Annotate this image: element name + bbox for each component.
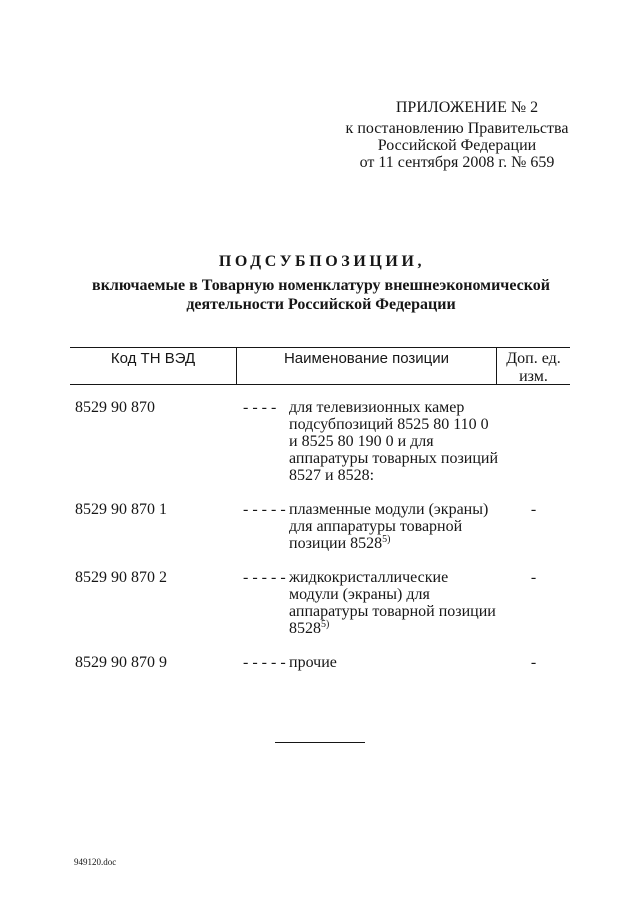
document-subtitle	[0, 276, 640, 314]
tnved-code-cell: 8529 90 870 2	[75, 569, 167, 586]
tnved-code-cell: 8529 90 870	[75, 399, 155, 416]
footnote-marker: 5)	[321, 619, 330, 630]
position-name-cell	[237, 654, 497, 671]
position-name-line: жидкокристаллические	[289, 569, 449, 586]
document-subtitle-line: включаемые в Товарную номенклатуру внешнеэкономической	[92, 277, 550, 294]
position-name-cell	[237, 569, 497, 637]
resolution-reference-line: от 11 сентября 2008 г. № 659	[359, 154, 555, 171]
position-name	[289, 501, 497, 552]
position-name-line: для телевизионных камер	[289, 399, 465, 416]
document-title: ПОДСУБПОЗИЦИИ,	[218, 253, 426, 270]
column-header-code: Код ТН ВЭД	[70, 348, 237, 384]
resolution-reference-line: к постановлению Правительства	[345, 120, 569, 137]
column-header-unit: Доп. ед. изм.	[506, 350, 561, 385]
position-name-text: 8528	[289, 620, 321, 637]
table-row	[70, 501, 570, 552]
tnved-code-cell: 8529 90 870 9	[75, 654, 167, 671]
position-name-line	[289, 535, 497, 552]
column-header-name: Наименование позиции	[237, 348, 497, 384]
table-row	[70, 654, 570, 671]
position-name-line: 8527 и 8528:	[289, 467, 375, 484]
position-name	[289, 654, 497, 671]
position-name-line: аппаратуры товарных позиций	[289, 450, 499, 467]
level-dashes: - - - - -	[243, 654, 286, 671]
subpositions-table	[70, 347, 570, 671]
position-name-line: и 8525 80 190 0 и для	[289, 433, 434, 450]
unit-cell	[497, 399, 570, 484]
tnved-code-cell: 8529 90 870 1	[75, 501, 167, 518]
resolution-reference-line: Российской Федерации	[377, 137, 537, 154]
position-name-line: подсубпозиций 8525 80 110 0	[289, 416, 489, 433]
footnote-marker: 5)	[382, 534, 391, 545]
closing-rule	[275, 742, 365, 743]
document-subtitle-line: деятельности Российской Федерации	[186, 296, 456, 313]
position-name-line: модули (экраны) для	[289, 586, 430, 603]
position-name-text: позиции 8528	[289, 535, 383, 552]
position-name-cell	[237, 501, 497, 552]
level-dashes: - - - - -	[243, 569, 286, 586]
position-name-line: прочие	[289, 654, 337, 671]
table-row	[70, 399, 570, 484]
unit-cell: -	[530, 569, 537, 586]
appendix-number: ПРИЛОЖЕНИЕ № 2	[395, 99, 539, 116]
table-row	[70, 569, 570, 637]
position-name-line	[289, 620, 497, 637]
level-dashes: - - - -	[243, 399, 277, 416]
position-name	[289, 569, 497, 637]
table-header-row	[70, 347, 570, 385]
unit-cell: -	[530, 654, 537, 671]
unit-cell: -	[530, 501, 537, 518]
level-dashes: - - - - -	[243, 501, 286, 518]
position-name	[289, 399, 498, 484]
position-name-line: аппаратуры товарной позиции	[289, 603, 496, 620]
position-name-line: плазменные модули (экраны)	[289, 501, 489, 518]
file-name: 949120.doc	[74, 857, 117, 867]
table-body	[70, 385, 570, 671]
position-name-line: для аппаратуры товарной	[289, 518, 463, 535]
appendix-header	[332, 99, 582, 171]
position-name-cell	[237, 399, 497, 484]
